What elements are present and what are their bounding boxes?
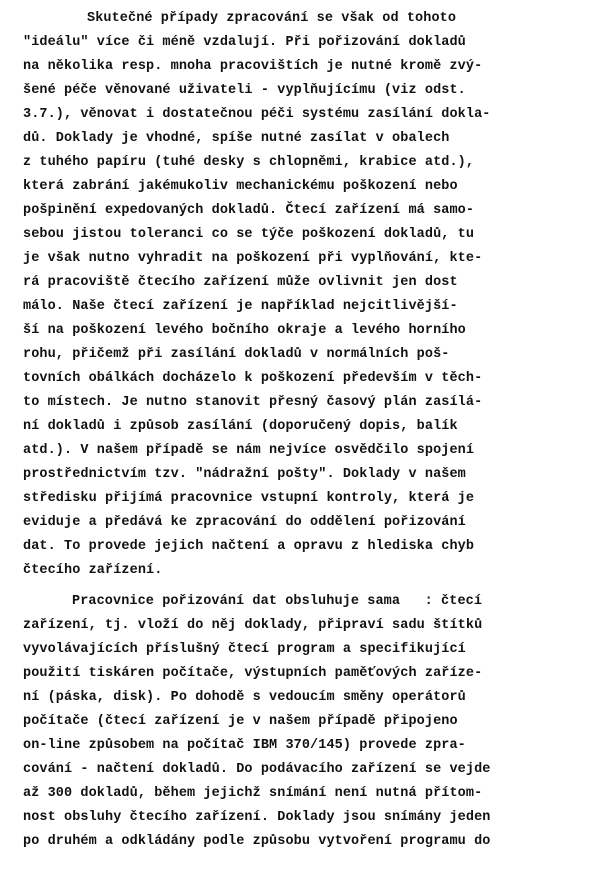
text-line: ší na poškození levého bočního okraje a levého horního [23,323,466,338]
text-line: on-line způsobem na počítač IBM 370/145) provede zpra- [23,738,466,753]
text-line: z tuhého papíru (tuhé desky s chlopněmi, krabice atd.), [23,155,475,170]
text-line: dů. Doklady je vhodné, spíše nutné zasílat v obalech [23,131,450,146]
text-line: málo. Naše čtecí zařízení je například nejcitlivější- [23,299,458,314]
text-line: která zabrání jakémukoliv mechanickému poškození nebo [23,179,458,194]
text-line: zařízení, tj. vloží do něj doklady, připraví sadu štítků [23,618,483,633]
text-line: to místech. Je nutno stanovit přesný časový plán zasílá- [23,395,483,410]
text-line: na několika resp. mnoha pracovištích je nutné kromě zvý- [23,59,483,74]
text-line: rohu, přičemž při zasílání dokladů v normálních poš- [23,347,450,362]
text-line: vyvolávajících příslušný čtecí program a specifikující [23,642,466,657]
text-line: atd.). V našem případě se nám nejvíce osvědčilo spojení [23,443,475,458]
text-line: Skutečné případy zpracování se však od tohoto [87,11,457,26]
text-line: až 300 dokladů, během jejichž snímání není nutná přítom- [23,786,483,801]
text-line: "ideálu" více či méně vzdalují. Při pořizování dokladů [23,35,466,50]
text-line: eviduje a předává ke zpracování do oddělení pořizování [23,515,466,530]
text-line: je však nutno vyhradit na poškození při vyplňování, kte- [23,251,483,266]
text-line: rá pracoviště čtecího zařízení může ovlivnit jen dost [23,275,458,290]
text-line: sebou jistou toleranci co se týče poškození dokladů, tu [23,227,475,242]
text-line: nost obsluhy čtecího zařízení. Doklady jsou snímány jeden [23,810,491,825]
text-line: počítače (čtecí zařízení je v našem případě připojeno [23,714,458,729]
text-line: dat. To provede jejich načtení a opravu z hlediska chyb [23,539,475,554]
text-line: středisku přijímá pracovnice vstupní kontroly, která je [23,491,475,506]
text-line: Pracovnice pořizování dat obsluhuje sama : čtecí [72,594,483,609]
text-line: cování - načtení dokladů. Do podávacího zařízení se vejde [23,762,491,777]
text-line: ní dokladů i způsob zasílání (doporučený dopis, balík [23,419,458,434]
text-line: po druhém a odkládány podle způsobu vytvoření programu do [23,834,491,849]
text-line: tovních obálkách docházelo k poškození především v těch- [23,371,483,386]
text-line: prostřednictvím tzv. "nádražní pošty". Doklady v našem [23,467,466,482]
text-line: 3.7.), věnovat i dostatečnou péči systému zasílání dokla- [23,107,491,122]
text-line: použití tiskáren počítače, výstupních paměťových zaříze- [23,666,483,681]
text-line: čtecího zařízení. [23,563,163,578]
text-line: pošpinění expedovaných dokladů. Čtecí zařízení má samo- [23,203,475,218]
text-line: ní (páska, disk). Po dohodě s vedoucím směny operátorů [23,690,466,705]
text-line: šené péče věnované uživateli - vyplňujícímu (viz odst. [23,83,466,98]
